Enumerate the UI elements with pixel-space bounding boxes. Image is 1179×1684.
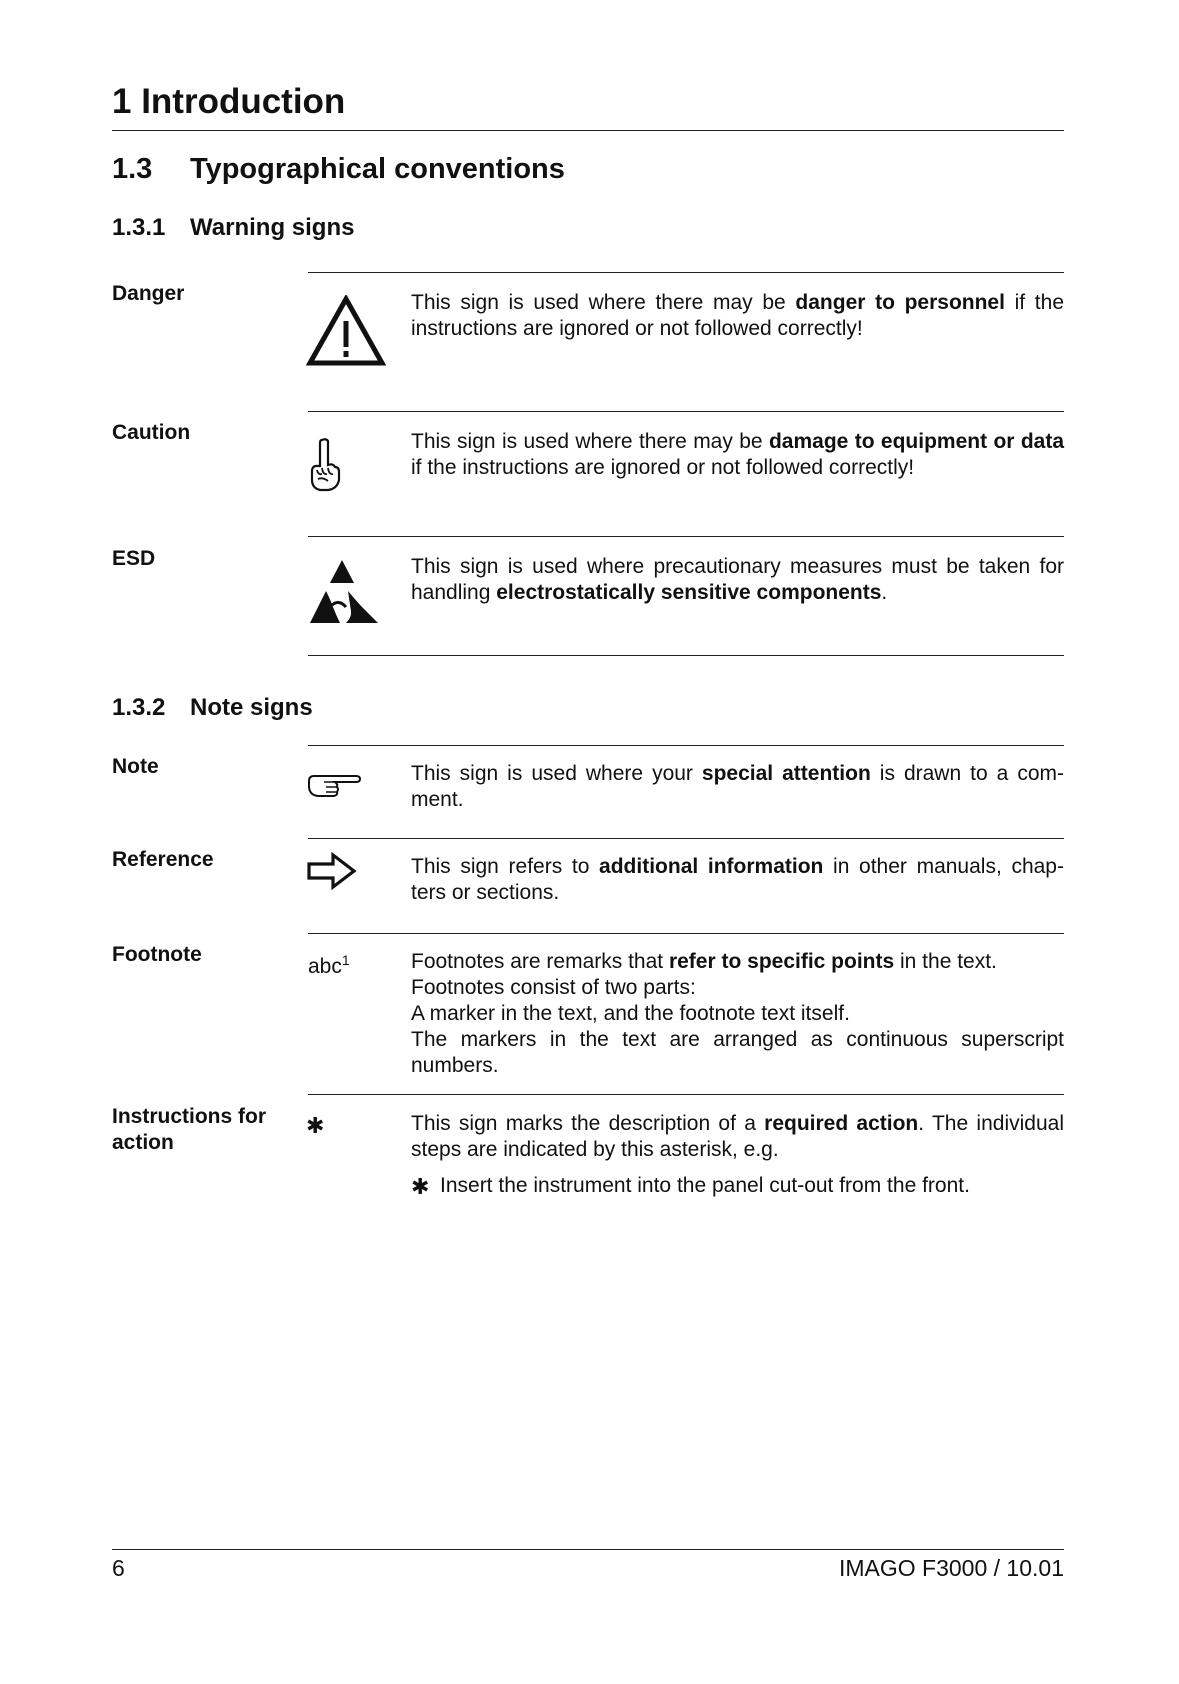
caution-raised-finger-icon [306, 437, 346, 492]
section-number: 1.3 [112, 153, 153, 185]
footnote-marker-example: abc$^1$ [308, 952, 350, 978]
section-heading [112, 153, 565, 186]
subsection-number: 1.3.2 [112, 694, 166, 721]
esd-sensitive-components-icon [306, 557, 382, 625]
footer-divider [112, 1549, 1064, 1550]
label-danger: Danger [112, 282, 185, 305]
divider [308, 933, 1064, 934]
label-caution: Caution [112, 421, 191, 444]
label-footnote: Footnote [112, 943, 202, 966]
label-reference: Reference [112, 848, 214, 871]
divider [308, 1094, 1064, 1095]
subsection-note-signs [112, 694, 313, 722]
subsection-title: Note signs [190, 694, 313, 721]
divider [308, 536, 1064, 537]
instruction-example-step: Insert the instrument into the panel cut-out from the front. [440, 1174, 970, 1197]
pointing-hand-icon [306, 769, 362, 801]
caution-description: This sign is used where there may be damage to equipment or data if the instructions are ignored or not followed correctly! [411, 430, 1065, 479]
chapter-divider [112, 130, 1064, 131]
asterisk-icon: ✱ [306, 1113, 325, 1138]
reference-description: This sign refers to additional information in other manuals, chap-ters or sections. [411, 855, 1064, 904]
esd-description: This sign is used where precautionary measures must be taken for handling electrostatically sensitive components. [411, 555, 1064, 604]
subsection-number: 1.3.1 [112, 214, 166, 241]
asterisk-icon: ✱ [411, 1174, 430, 1199]
subsection-warning-signs [112, 214, 354, 242]
danger-description: This sign is used where there may be danger to personnel if the instructions are ignored or not followed correctly! [411, 291, 1064, 340]
divider [308, 411, 1064, 412]
label-instructions-for-action: Instructions for action [112, 1105, 267, 1154]
document-identifier: IMAGO F3000 / 10.01 [838, 1555, 1064, 1581]
label-esd: ESD [112, 547, 156, 570]
instructions-description: This sign marks the description of a required action. The individual steps are indicated by this asterisk, e.g. [411, 1112, 1064, 1161]
divider [308, 838, 1064, 839]
divider [308, 272, 1064, 273]
footnote-description: Footnotes are remarks that refer to specific points in the text. Footnotes consist of two parts: A marker in the text, and the footnote text itself. The markers in the text are arranged as continuous superscript numbers. [411, 950, 1064, 1077]
danger-warning-triangle-icon [306, 295, 386, 367]
note-description: This sign is used where your special attention is drawn to a com-ment. [411, 762, 1064, 811]
reference-arrow-icon [306, 852, 358, 890]
page-number: 6 [112, 1555, 125, 1581]
section-title: Typographical conventions [190, 153, 565, 185]
divider [308, 655, 1064, 656]
chapter-title: 1 Introduction [112, 82, 346, 121]
label-note: Note [112, 755, 159, 778]
divider [308, 745, 1064, 746]
subsection-title: Warning signs [190, 214, 355, 241]
